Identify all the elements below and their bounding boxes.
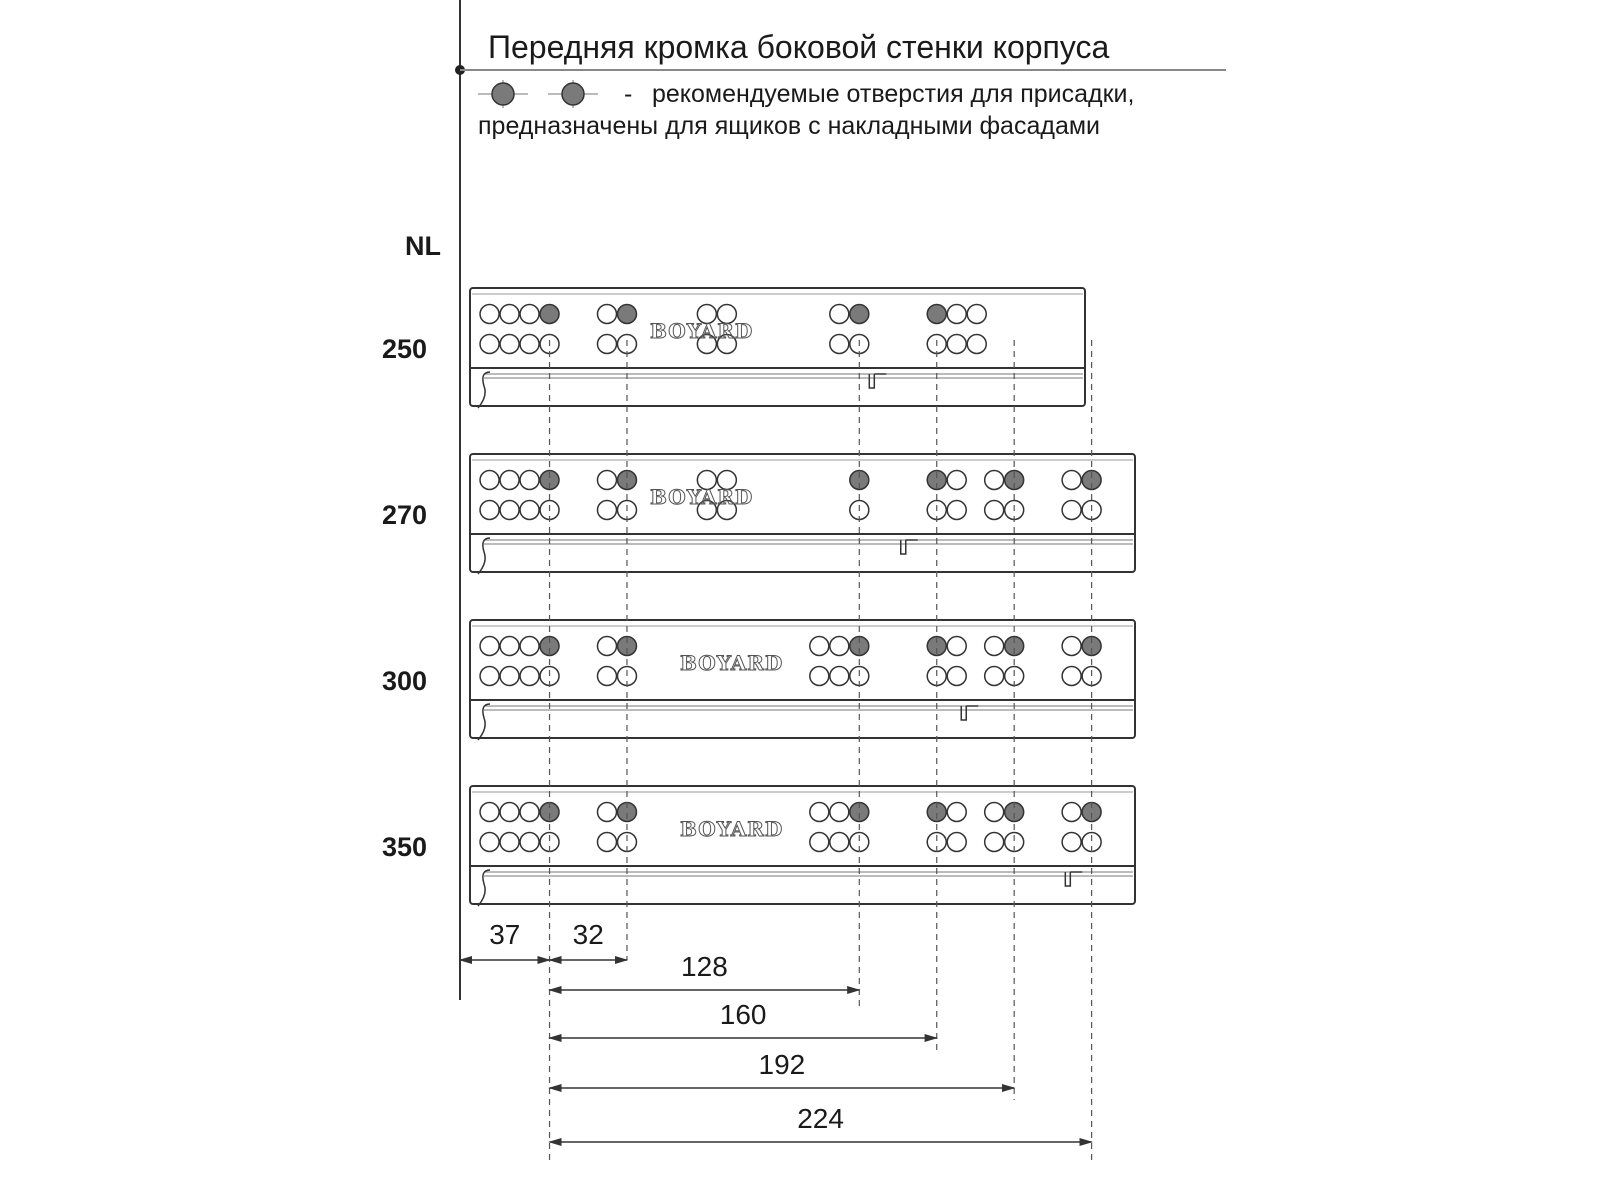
legend-dash: - (624, 80, 633, 108)
slide-length-label: 350 (382, 832, 428, 862)
mounting-hole (597, 501, 616, 520)
mounting-hole (810, 667, 829, 686)
mounting-hole (480, 501, 499, 520)
mounting-hole (947, 501, 966, 520)
mounting-hole (967, 335, 986, 354)
mounting-hole (520, 803, 539, 822)
mounting-hole (947, 637, 966, 656)
dimension-label-32: 32 (572, 919, 604, 950)
dimension-label-192: 192 (758, 1049, 806, 1080)
mounting-hole (947, 471, 966, 490)
mounting-hole (947, 305, 966, 324)
mounting-hole (480, 667, 499, 686)
mounting-hole (500, 637, 519, 656)
mounting-hole (985, 833, 1004, 852)
dimensions-layer (460, 919, 1092, 1142)
slide-length-label: 250 (382, 334, 428, 364)
mounting-hole (500, 803, 519, 822)
brand-logo: BOYARD (650, 485, 754, 509)
recommended-hole (927, 305, 946, 324)
mounting-hole (947, 803, 966, 822)
mounting-hole (480, 803, 499, 822)
mounting-hole (520, 667, 539, 686)
mounting-hole (985, 637, 1004, 656)
legend-hole-icon (478, 80, 528, 108)
slide-300 (382, 620, 1135, 740)
mounting-hole (830, 637, 849, 656)
slide-body (470, 454, 1135, 572)
mounting-hole (480, 833, 499, 852)
mounting-hole (597, 305, 616, 324)
dimension-label-160: 160 (719, 999, 767, 1030)
mounting-hole (597, 637, 616, 656)
slide-body (470, 288, 1085, 406)
mounting-hole (500, 501, 519, 520)
mounting-hole (985, 501, 1004, 520)
dimension-label-128: 128 (681, 951, 728, 982)
mounting-hole (480, 335, 499, 354)
mounting-hole (830, 335, 849, 354)
mounting-hole (520, 471, 539, 490)
mounting-hole (947, 833, 966, 852)
mounting-hole (1062, 501, 1081, 520)
mounting-hole (500, 471, 519, 490)
mounting-hole (810, 803, 829, 822)
mounting-hole (500, 833, 519, 852)
mounting-hole (480, 637, 499, 656)
mounting-hole (1062, 833, 1081, 852)
slides-layer (382, 288, 1135, 906)
header-title: Передняя кромка боковой стенки корпуса (488, 29, 1110, 65)
mounting-hole (967, 305, 986, 324)
mounting-hole (985, 803, 1004, 822)
slide-length-label: 300 (382, 666, 428, 696)
slide-250 (382, 288, 1085, 408)
mounting-hole (597, 667, 616, 686)
slide-body (470, 620, 1135, 738)
slide-350 (382, 786, 1135, 906)
mounting-hole (830, 667, 849, 686)
recommended-hole (850, 305, 869, 324)
mounting-hole (500, 305, 519, 324)
mounting-hole (597, 833, 616, 852)
mounting-hole (810, 833, 829, 852)
mounting-hole (810, 637, 829, 656)
brand-logo: BOYARD (650, 319, 754, 343)
recommended-hole (617, 305, 636, 324)
recommended-hole (540, 305, 559, 324)
slide-270 (382, 454, 1135, 574)
mounting-hole (500, 335, 519, 354)
nl-label: NL (405, 231, 441, 261)
mounting-hole (1062, 667, 1081, 686)
dimension-label-224: 224 (797, 1103, 844, 1134)
mounting-hole (830, 803, 849, 822)
mounting-hole (597, 335, 616, 354)
mounting-hole (830, 833, 849, 852)
mounting-hole (947, 667, 966, 686)
brand-logo: BOYARD (680, 651, 784, 675)
mounting-hole (597, 803, 616, 822)
slide-body (470, 786, 1135, 904)
mounting-hole (520, 335, 539, 354)
legend-hole-icon (548, 80, 598, 108)
mounting-hole (500, 667, 519, 686)
mounting-hole (480, 471, 499, 490)
dimension-label-37: 37 (489, 919, 521, 950)
mounting-hole (830, 305, 849, 324)
mounting-hole (520, 305, 539, 324)
mounting-hole (1062, 803, 1081, 822)
mounting-hole (985, 667, 1004, 686)
mounting-hole (520, 501, 539, 520)
legend-line-2: предназначены для ящиков с накладными фасадами (478, 112, 1101, 140)
legend-line-1: рекомендуемые отверстия для присадки, (652, 80, 1135, 108)
mounting-hole (520, 833, 539, 852)
mounting-hole (1062, 471, 1081, 490)
slide-length-label: 270 (382, 500, 428, 530)
mounting-hole (480, 305, 499, 324)
mounting-hole (985, 471, 1004, 490)
mounting-hole (1062, 637, 1081, 656)
mounting-hole (947, 335, 966, 354)
mounting-hole (520, 637, 539, 656)
brand-logo: BOYARD (680, 817, 784, 841)
mounting-hole (597, 471, 616, 490)
